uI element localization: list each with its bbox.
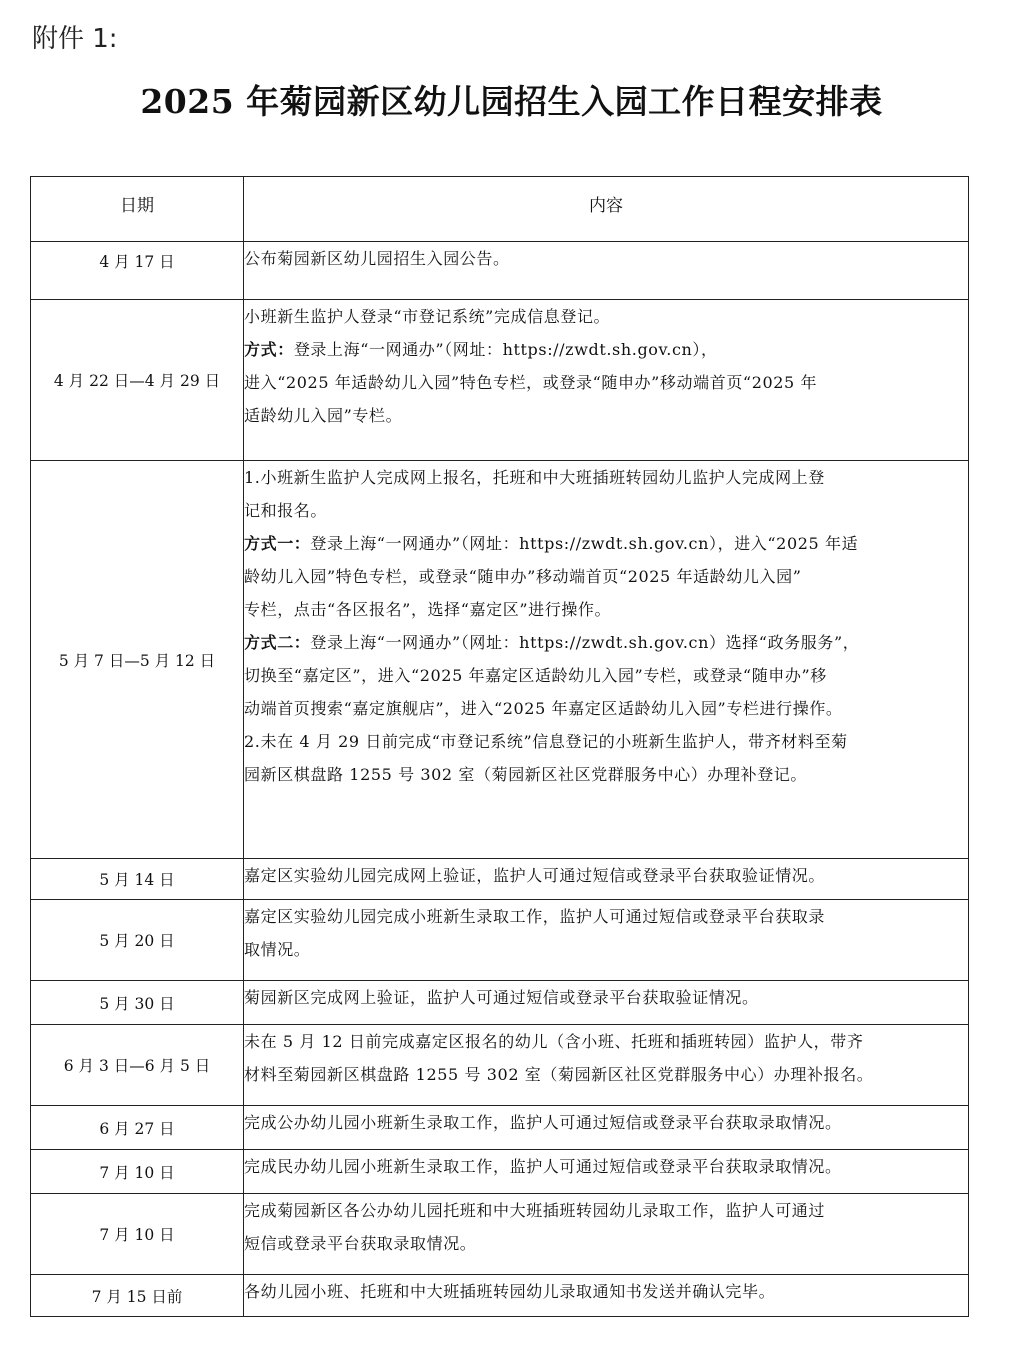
content-line [244, 758, 968, 791]
method-label: 方式一： [244, 534, 311, 553]
content-line [244, 1106, 968, 1139]
header-date: 日期 [31, 177, 244, 242]
table-row [31, 1106, 969, 1150]
content-text: 动端首页搜索“嘉定旗舰店”，进入“2025 年嘉定区适龄幼儿入园”专栏进行操作。 [244, 699, 843, 718]
page-title: 2025 年菊园新区幼儿园招生入园工作日程安排表 [140, 82, 883, 121]
attachment-label: 附件 1: [32, 24, 118, 54]
content-cell [244, 1106, 969, 1150]
header-content: 内容 [244, 177, 969, 242]
content-cell [244, 1025, 969, 1106]
content-text: 进入“2025 年适龄幼儿入园”特色专栏，或登录“随申办”移动端首页“2025 年 [244, 373, 818, 392]
method-label: 方式： [244, 340, 294, 359]
content-line [244, 333, 968, 366]
content-line [244, 933, 968, 966]
content-cell [244, 242, 969, 300]
content-line [244, 1194, 968, 1227]
content-text: 登录上海“一网通办”（网址：https://zwdt.sh.gov.cn）， [293, 340, 718, 359]
content-line [244, 859, 968, 892]
content-line [244, 560, 968, 593]
content-text: 完成公办幼儿园小班新生录取工作，监护人可通过短信或登录平台获取录取情况。 [244, 1113, 842, 1132]
content-line [244, 461, 968, 494]
content-text: 完成菊园新区各公办幼儿园托班和中大班插班转园幼儿录取工作，监护人可通过 [244, 1201, 826, 1220]
content-text: 菊园新区完成网上验证，监护人可通过短信或登录平台获取验证情况。 [244, 988, 759, 1007]
content-line [244, 366, 968, 399]
content-line [244, 900, 968, 933]
date-cell: 5 月 30 日 [31, 981, 244, 1025]
table-row [31, 1150, 969, 1194]
content-text: 各幼儿园小班、托班和中大班插班转园幼儿录取通知书发送并确认完毕。 [244, 1282, 776, 1301]
content-text: 记和报名。 [244, 501, 328, 520]
content-line [244, 242, 968, 275]
content-line [244, 527, 968, 560]
table-row [31, 859, 969, 900]
table-row [31, 1194, 969, 1275]
date-cell: 5 月 20 日 [31, 900, 244, 981]
content-text: 未在 5 月 12 日前完成嘉定区报名的幼儿（含小班、托班和插班转园）监护人，带齐 [244, 1032, 864, 1051]
content-cell [244, 461, 969, 859]
content-line [244, 1058, 968, 1091]
date-cell: 4 月 22 日—4 月 29 日 [31, 300, 244, 461]
date-cell: 6 月 3 日—6 月 5 日 [31, 1025, 244, 1106]
content-text: 小班新生监护人登录“市登记系统”完成信息登记。 [244, 307, 611, 326]
content-line [244, 1227, 968, 1260]
content-line [244, 494, 968, 527]
table-row [31, 461, 969, 859]
content-cell [244, 900, 969, 981]
content-text: 专栏，点击“各区报名”，选择“嘉定区”进行操作。 [244, 600, 612, 619]
content-text: 适龄幼儿入园”专栏。 [244, 406, 403, 425]
content-line [244, 692, 968, 725]
content-line [244, 659, 968, 692]
date-cell: 7 月 10 日 [31, 1194, 244, 1275]
content-line [244, 1025, 968, 1058]
table-row [31, 1275, 969, 1317]
table-row [31, 981, 969, 1025]
content-text: 完成民办幼儿园小班新生录取工作，监护人可通过短信或登录平台获取录取情况。 [244, 1157, 842, 1176]
content-cell [244, 300, 969, 461]
schedule-table [30, 176, 969, 1317]
date-cell: 4 月 17 日 [31, 242, 244, 300]
content-line [244, 1150, 968, 1183]
content-text: 嘉定区实验幼儿园完成小班新生录取工作，监护人可通过短信或登录平台获取录 [244, 907, 826, 926]
content-text: 登录上海“一网通办”（网址：https://zwdt.sh.gov.cn）选择“政务服务”， [310, 633, 860, 652]
table-header-row [31, 177, 969, 242]
table-row [31, 900, 969, 981]
content-line [244, 593, 968, 626]
content-text: 园新区棋盘路 1255 号 302 室（菊园新区社区党群服务中心）办理补登记。 [244, 765, 808, 784]
table-row [31, 242, 969, 300]
content-text: 登录上海“一网通办”（网址：https://zwdt.sh.gov.cn），进入“2025 年适 [310, 534, 859, 553]
date-cell: 5 月 7 日—5 月 12 日 [31, 461, 244, 859]
content-cell [244, 1275, 969, 1317]
date-cell: 5 月 14 日 [31, 859, 244, 900]
method-label: 方式二： [244, 633, 311, 652]
content-text: 取情况。 [244, 940, 311, 959]
content-line [244, 626, 968, 659]
content-text: 2.未在 4 月 29 日前完成“市登记系统”信息登记的小班新生监护人，带齐材料至菊 [244, 732, 848, 751]
content-line [244, 300, 968, 333]
content-text: 嘉定区实验幼儿园完成网上验证，监护人可通过短信或登录平台获取验证情况。 [244, 866, 826, 885]
content-text: 短信或登录平台获取录取情况。 [244, 1234, 477, 1253]
table-row [31, 1025, 969, 1106]
date-cell: 6 月 27 日 [31, 1106, 244, 1150]
content-cell [244, 981, 969, 1025]
table-row [31, 300, 969, 461]
content-text: 切换至“嘉定区”，进入“2025 年嘉定区适龄幼儿入园”专栏，或登录“随申办”移 [244, 666, 827, 685]
content-line [244, 725, 968, 758]
content-cell [244, 1150, 969, 1194]
content-text: 材料至菊园新区棋盘路 1255 号 302 室（菊园新区社区党群服务中心）办理补报名。 [244, 1065, 874, 1084]
content-line [244, 981, 968, 1014]
content-line [244, 1275, 968, 1308]
content-cell [244, 1194, 969, 1275]
date-cell: 7 月 10 日 [31, 1150, 244, 1194]
content-line [244, 399, 968, 432]
content-text: 公布菊园新区幼儿园招生入园公告。 [244, 249, 510, 268]
date-cell: 7 月 15 日前 [31, 1275, 244, 1317]
content-text: 1.小班新生监护人完成网上报名，托班和中大班插班转园幼儿监护人完成网上登 [244, 468, 825, 487]
content-text: 龄幼儿入园”特色专栏，或登录“随申办”移动端首页“2025 年适龄幼儿入园” [244, 567, 802, 586]
content-cell [244, 859, 969, 900]
